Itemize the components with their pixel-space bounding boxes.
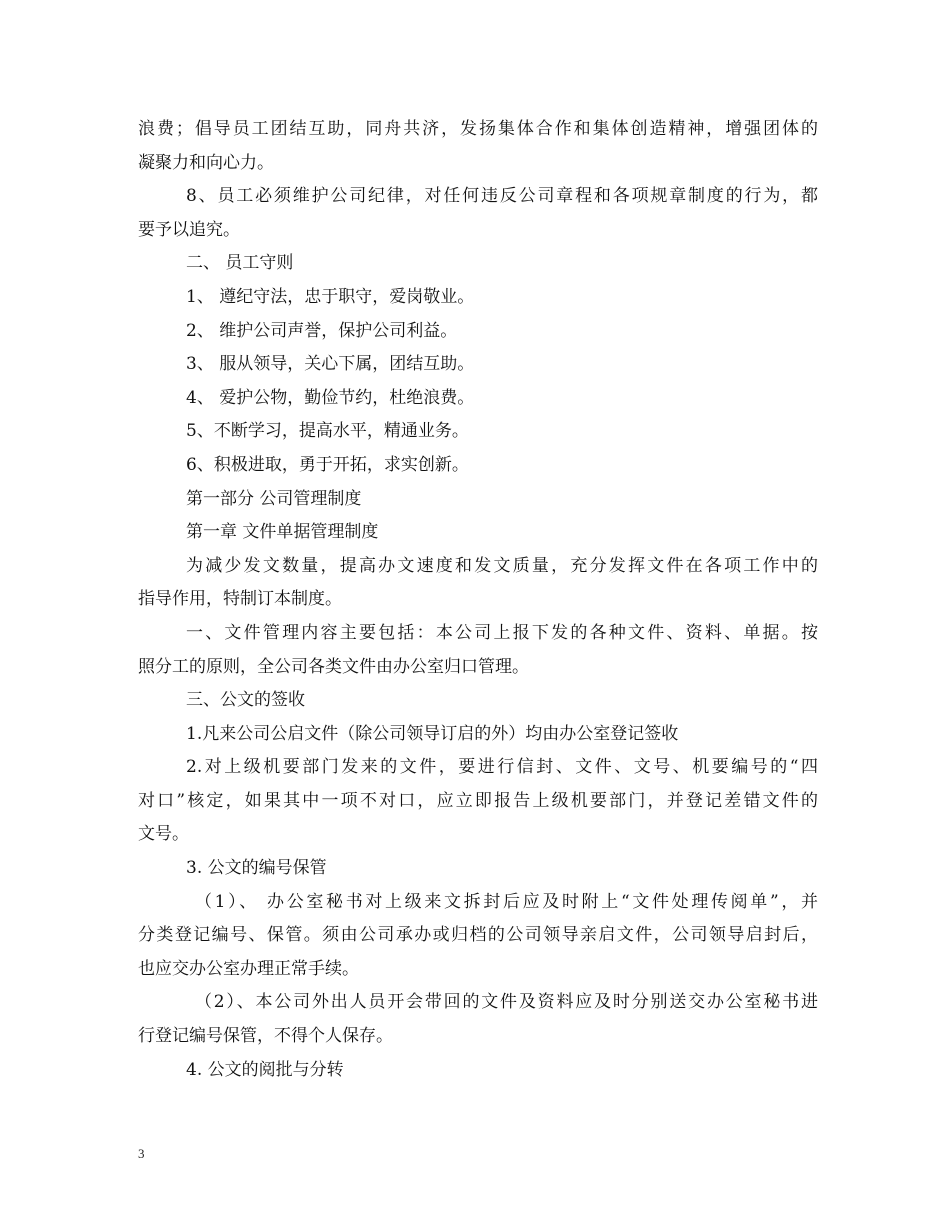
text-line: 第一部分 公司管理制度 (186, 488, 362, 509)
text-line: 2.对上级机要部门发来的文件，要进行信封、文件、文号、机要编号的“四 (186, 757, 818, 778)
text-line: 4. 公文的阅批与分转 (186, 1059, 344, 1080)
text-line: 三、公文的签收 (186, 690, 305, 711)
text-line: 凝聚力和向心力。 (138, 152, 274, 173)
text-line: 分类登记编号、保管。须由公司承办或归档的公司领导亲启文件，公司领导启封后， (138, 925, 818, 946)
page-number: 3 (138, 1146, 145, 1161)
text-line: 二、 员工守则 (186, 253, 294, 274)
text-line: 浪费；倡导员工团结互助，同舟共济，发扬集体合作和集体创造精神，增强团体的 (138, 119, 818, 139)
text-line: 也应交办公室办理正常手续。 (138, 958, 359, 979)
text-line: 6、积极进取，勇于开拓，求实创新。 (186, 454, 469, 475)
text-line: 行登记编号保管，不得个人保存。 (138, 1026, 393, 1047)
text-line: 第一章 文件单据管理制度 (186, 522, 379, 543)
text-line: 文号。 (138, 824, 189, 845)
text-line: 指导作用，特制订本制度。 (138, 589, 342, 610)
text-line: （2）、本公司外出人员开会带回的文件及资料应及时分别送交办公室秘书进 (195, 992, 818, 1013)
text-line: 4、 爱护公物，勤俭节约，杜绝浪费。 (186, 387, 475, 408)
text-line: 照分工的原则，全公司各类文件由办公室归口管理。 (138, 656, 529, 677)
text-line: 为减少发文数量，提高办文速度和发文质量，充分发挥文件在各项工作中的 (186, 555, 818, 576)
body-text (138, 113, 818, 1087)
text-line: 8、员工必须维护公司纪律，对任何违反公司章程和各项规章制度的行为，都 (186, 186, 818, 207)
text-line: 1、 遵纪守法，忠于职守，爱岗敬业。 (186, 286, 475, 307)
text-line: 5、不断学习，提高水平，精通业务。 (186, 421, 469, 442)
text-line: 3、 服从领导，关心下属，团结互助。 (186, 354, 475, 375)
text-line: 一、文件管理内容主要包括：本公司上报下发的各种文件、资料、单据。按 (186, 622, 818, 643)
text-line: 要予以追究。 (138, 219, 240, 240)
text-line: 对口”核定，如果其中一项不对口，应立即报告上级机要部门，并登记差错文件的 (138, 790, 818, 811)
text-line: （1）、 办公室秘书对上级来文拆封后应及时附上“文件处理传阅单”，并 (195, 891, 818, 912)
text-line: 1.凡来公司公启文件（除公司领导订启的外）均由办公室登记签收 (186, 723, 679, 744)
text-line: 2、 维护公司声誉，保护公司利益。 (186, 320, 458, 341)
text-line: 3. 公文的编号保管 (186, 858, 327, 879)
